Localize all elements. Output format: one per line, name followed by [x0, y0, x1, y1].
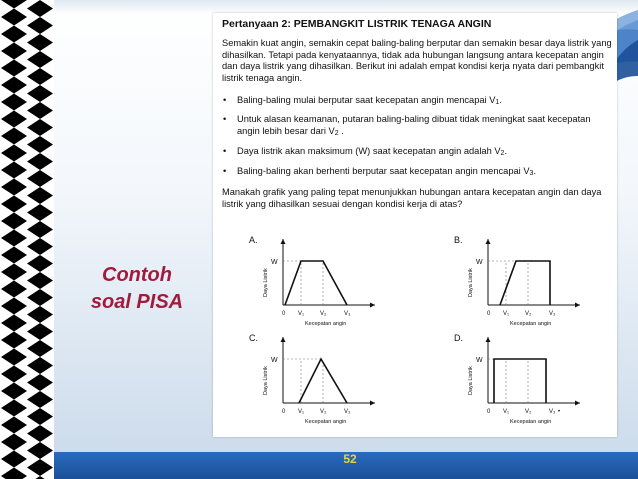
v2-tick-label: V₂ — [525, 311, 532, 317]
v3-tick-label: V₃ — [344, 311, 351, 317]
y-axis-arrow-icon — [281, 337, 286, 342]
bullet-subscript: 2 — [500, 150, 505, 157]
origin-label: 0 — [282, 409, 286, 415]
bullet-subscript: 3 — [529, 170, 534, 177]
top-bar — [54, 0, 638, 14]
bullet-subscript: 1 — [495, 99, 500, 106]
bullet-dot-icon: • — [223, 146, 227, 156]
w-label: W — [476, 259, 483, 266]
y-axis-label: Daya Listrik — [263, 268, 269, 297]
v1-tick-label: V₁ — [298, 409, 305, 415]
graph-option-letter: B. — [454, 235, 463, 245]
trailing-mark: • — [558, 409, 561, 415]
bullet-dot-icon: • — [223, 114, 227, 124]
question-prompt: Manakah grafik yang paling tepat menunjukkan hubungan antara kecepatan angin dan daya listrik yang dihasilkan sesuai dengan kondisi kerja di atas? — [222, 187, 602, 209]
v1-tick-label: V₁ — [503, 311, 510, 317]
graph-b-svg — [448, 233, 598, 333]
origin-label: 0 — [487, 311, 491, 317]
origin-label: 0 — [282, 311, 286, 317]
graph-d-svg — [448, 331, 598, 431]
x-axis-label: Kecepatan angin — [305, 321, 347, 327]
y-axis-arrow-icon — [486, 239, 491, 244]
y-axis-arrow-icon — [281, 239, 286, 244]
x-axis-arrow-icon — [575, 303, 580, 308]
graph-c-svg — [243, 331, 393, 431]
side-title-line-2: soal PISA — [90, 291, 184, 313]
question-intro: Semakin kuat angin, semakin cepat baling-baling berputar dan semakin besar daya listrik yang dihasilkan. Tetapi pada kenyataannya, tidak ada hubungan langsung antara kecepatan angin dan daya listrik yang dihasilkan. Berikut ini adalah empat kondisi kerja nyata dari pembangkit listrik tenaga angin. — [222, 38, 612, 83]
slide-side-title — [62, 262, 212, 316]
question-title: Pertanyaan 2: PEMBANGKIT LISTRIK TENAGA ANGIN — [222, 18, 492, 30]
page-number: 52 — [343, 452, 357, 466]
graph-option-a[interactable] — [243, 233, 393, 338]
v1-tick-label: V₁ — [298, 311, 305, 317]
graph-option-c[interactable] — [243, 331, 393, 436]
bullet-dot-icon: • — [223, 95, 227, 105]
w-label: W — [271, 259, 278, 266]
y-axis-label: Daya Listrik — [468, 366, 474, 395]
power-curve — [285, 261, 347, 305]
x-axis-arrow-icon — [370, 303, 375, 308]
bullet-text: Daya listrik akan maksimum (W) saat kecepatan angin adalah V — [237, 146, 501, 156]
x-axis-arrow-icon — [370, 401, 375, 406]
v1-tick-label: V₁ — [503, 409, 510, 415]
bullet-text: Baling-baling mulai berputar saat kecepatan angin mencapai V — [237, 95, 496, 105]
w-label: W — [476, 357, 483, 364]
bullet-tail: . — [504, 146, 508, 156]
origin-label: 0 — [487, 409, 491, 415]
graph-option-b[interactable] — [448, 233, 598, 338]
question-document — [213, 13, 617, 437]
x-axis-label: Kecepatan angin — [510, 419, 552, 425]
v3-tick-label: V₃ — [344, 409, 351, 415]
v2-tick-label: V₂ — [320, 409, 327, 415]
bullet-tail: . — [533, 166, 537, 176]
w-label: W — [271, 357, 278, 364]
bullet-text: Baling-baling akan berhenti berputar saat kecepatan angin mencapai V — [237, 166, 530, 176]
graph-a-svg — [243, 233, 393, 333]
v2-tick-label: V₂ — [525, 409, 532, 415]
power-curve — [494, 359, 546, 403]
graph-option-letter: D. — [454, 333, 463, 343]
v3-tick-label: V₃ — [549, 409, 556, 415]
graph-option-letter: A. — [249, 235, 258, 245]
zigzag-border-decoration — [0, 0, 54, 479]
v3-tick-label: V₃ — [549, 311, 556, 317]
power-curve — [500, 261, 550, 305]
x-axis-label: Kecepatan angin — [510, 321, 552, 327]
bullet-tail: . — [499, 95, 502, 105]
bullet-tail: . — [338, 125, 344, 136]
y-axis-arrow-icon — [486, 337, 491, 342]
x-axis-label: Kecepatan angin — [305, 419, 347, 425]
y-axis-label: Daya Listrik — [468, 268, 474, 297]
side-title-line-1: Contoh — [102, 264, 172, 286]
graph-option-letter: C. — [249, 333, 258, 343]
x-axis-arrow-icon — [575, 401, 580, 406]
bullet-subscript: 2 — [334, 129, 339, 137]
bullet-dot-icon: • — [223, 166, 227, 176]
graph-option-d[interactable] — [448, 331, 598, 436]
v2-tick-label: V₂ — [320, 311, 327, 317]
y-axis-label: Daya Listrik — [263, 366, 269, 395]
bullet-text: Untuk alasan keamanan, putaran baling-baling dibuat tidak meningkat saat kecepatan angin lebih besar dari V — [237, 114, 591, 136]
